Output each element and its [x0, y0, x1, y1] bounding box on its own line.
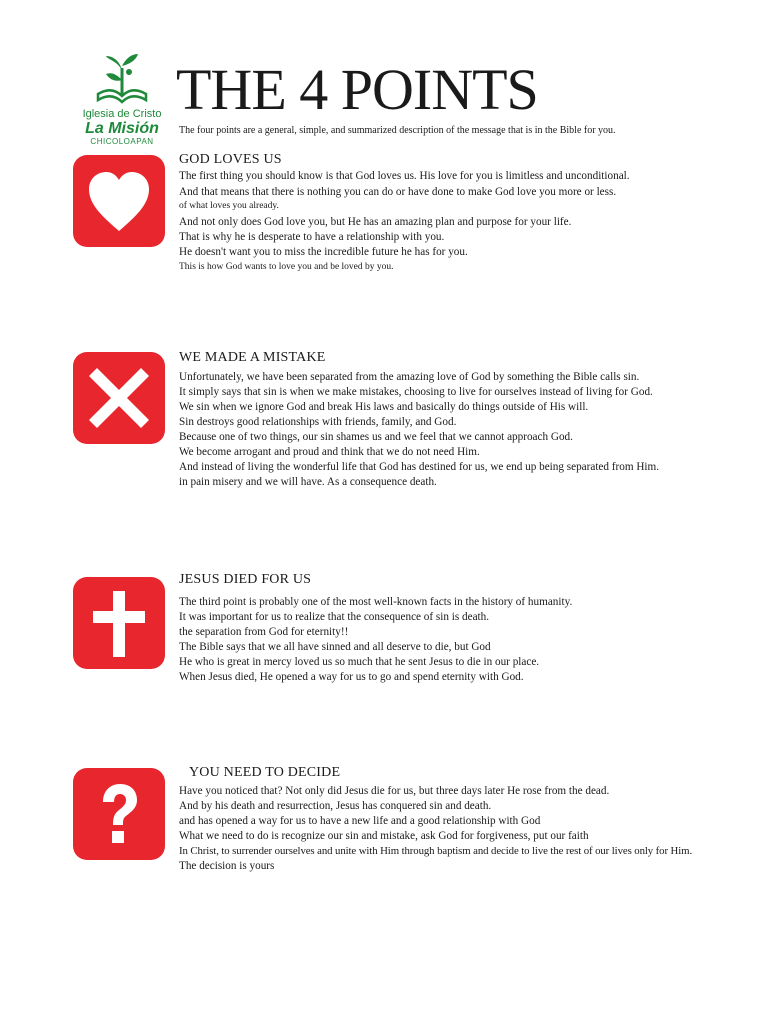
body-line: We sin when we ignore God and break His laws and basically do things outside of His will. [179, 401, 589, 413]
body-line: What we need to do is recognize our sin and mistake, ask God for forgiveness, put our faith [179, 830, 589, 842]
body-line: The first thing you should know is that God loves us. His love for you is limitless and unconditional. [179, 170, 630, 182]
body-line: the separation from God for eternity!! [179, 626, 349, 638]
body-line: Because one of two things, our sin shames us and we feel that we cannot approach God. [179, 431, 573, 443]
body-line: The Bible says that we all have sinned and all deserve to die, but God [179, 641, 491, 653]
section-body-we-made-a-mistake [179, 370, 659, 490]
body-line: The decision is yours [179, 860, 275, 872]
body-line: We become arrogant and proud and think that we do not need Him. [179, 446, 480, 458]
body-line: Sin destroys good relationships with friends, family, and God. [179, 416, 457, 428]
body-line: Unfortunately, we have been separated from the amazing love of God by something the Bible calls sin. [179, 371, 640, 383]
cross-icon [73, 577, 165, 669]
body-line: He doesn't want you to miss the incredible future he has for you. [179, 246, 468, 258]
body-line: and has opened a way for us to have a new life and a good relationship with God [179, 815, 541, 827]
body-line: And by his death and resurrection, Jesus has conquered sin and death. [179, 800, 492, 812]
body-line: And not only does God love you, but He has an amazing plan and purpose for your life. [179, 216, 572, 228]
page-subtitle: The four points are a general, simple, and summarized description of the message that is in the Bible for you. [179, 125, 616, 136]
body-line: of what loves you already. [179, 201, 279, 211]
section-body-god-loves-us [179, 169, 630, 275]
logo-line-3: CHICOLOAPAN [90, 137, 154, 146]
body-line: That is why he is desperate to have a relationship with you. [179, 231, 445, 243]
question-mark-icon [73, 768, 165, 860]
heart-icon [73, 155, 165, 247]
body-line: When Jesus died, He opened a way for us to go and spend eternity with God. [179, 671, 524, 683]
body-line: This is how God wants to love you and be loved by you. [179, 262, 394, 272]
body-line: The third point is probably one of the most well-known facts in the history of humanity. [179, 596, 573, 608]
body-line: Have you noticed that? Not only did Jesus die for us, but three days later He rose from the dead. [179, 785, 610, 797]
section-heading-we-made-a-mistake: WE MADE A MISTAKE [179, 350, 326, 365]
bible-sprout-icon [92, 50, 152, 106]
church-logo [74, 50, 170, 150]
body-line: And instead of living the wonderful life that God has destined for us, we end up being separated from Him. [179, 461, 660, 473]
body-line: He who is great in mercy loved us so much that he sent Jesus to die in our place. [179, 656, 540, 668]
section-body-you-need-to-decide [179, 784, 692, 874]
body-line: And that means that there is nothing you can do or have done to make God love you more or less. [179, 186, 617, 198]
body-line: in pain misery and we will have. As a consequence death. [179, 476, 437, 488]
logo-line-1: Iglesia de Cristo [82, 108, 162, 120]
section-body-jesus-died-for-us [179, 595, 572, 685]
section-heading-you-need-to-decide: YOU NEED TO DECIDE [189, 765, 341, 780]
logo-line-2: La Misión [85, 120, 159, 137]
page-title: THE 4 POINTS [176, 57, 538, 122]
x-mark-icon [73, 352, 165, 444]
body-line: It simply says that sin is when we make mistakes, choosing to live for ourselves instead of living for God. [179, 386, 653, 398]
body-line: It was important for us to realize that the consequence of sin is death. [179, 611, 490, 623]
section-heading-god-loves-us: GOD LOVES US [179, 152, 282, 167]
section-heading-jesus-died-for-us: JESUS DIED FOR US [179, 572, 312, 587]
body-line: In Christ, to surrender ourselves and unite with Him through baptism and decide to live the rest of our lives only for Him. [179, 845, 693, 857]
